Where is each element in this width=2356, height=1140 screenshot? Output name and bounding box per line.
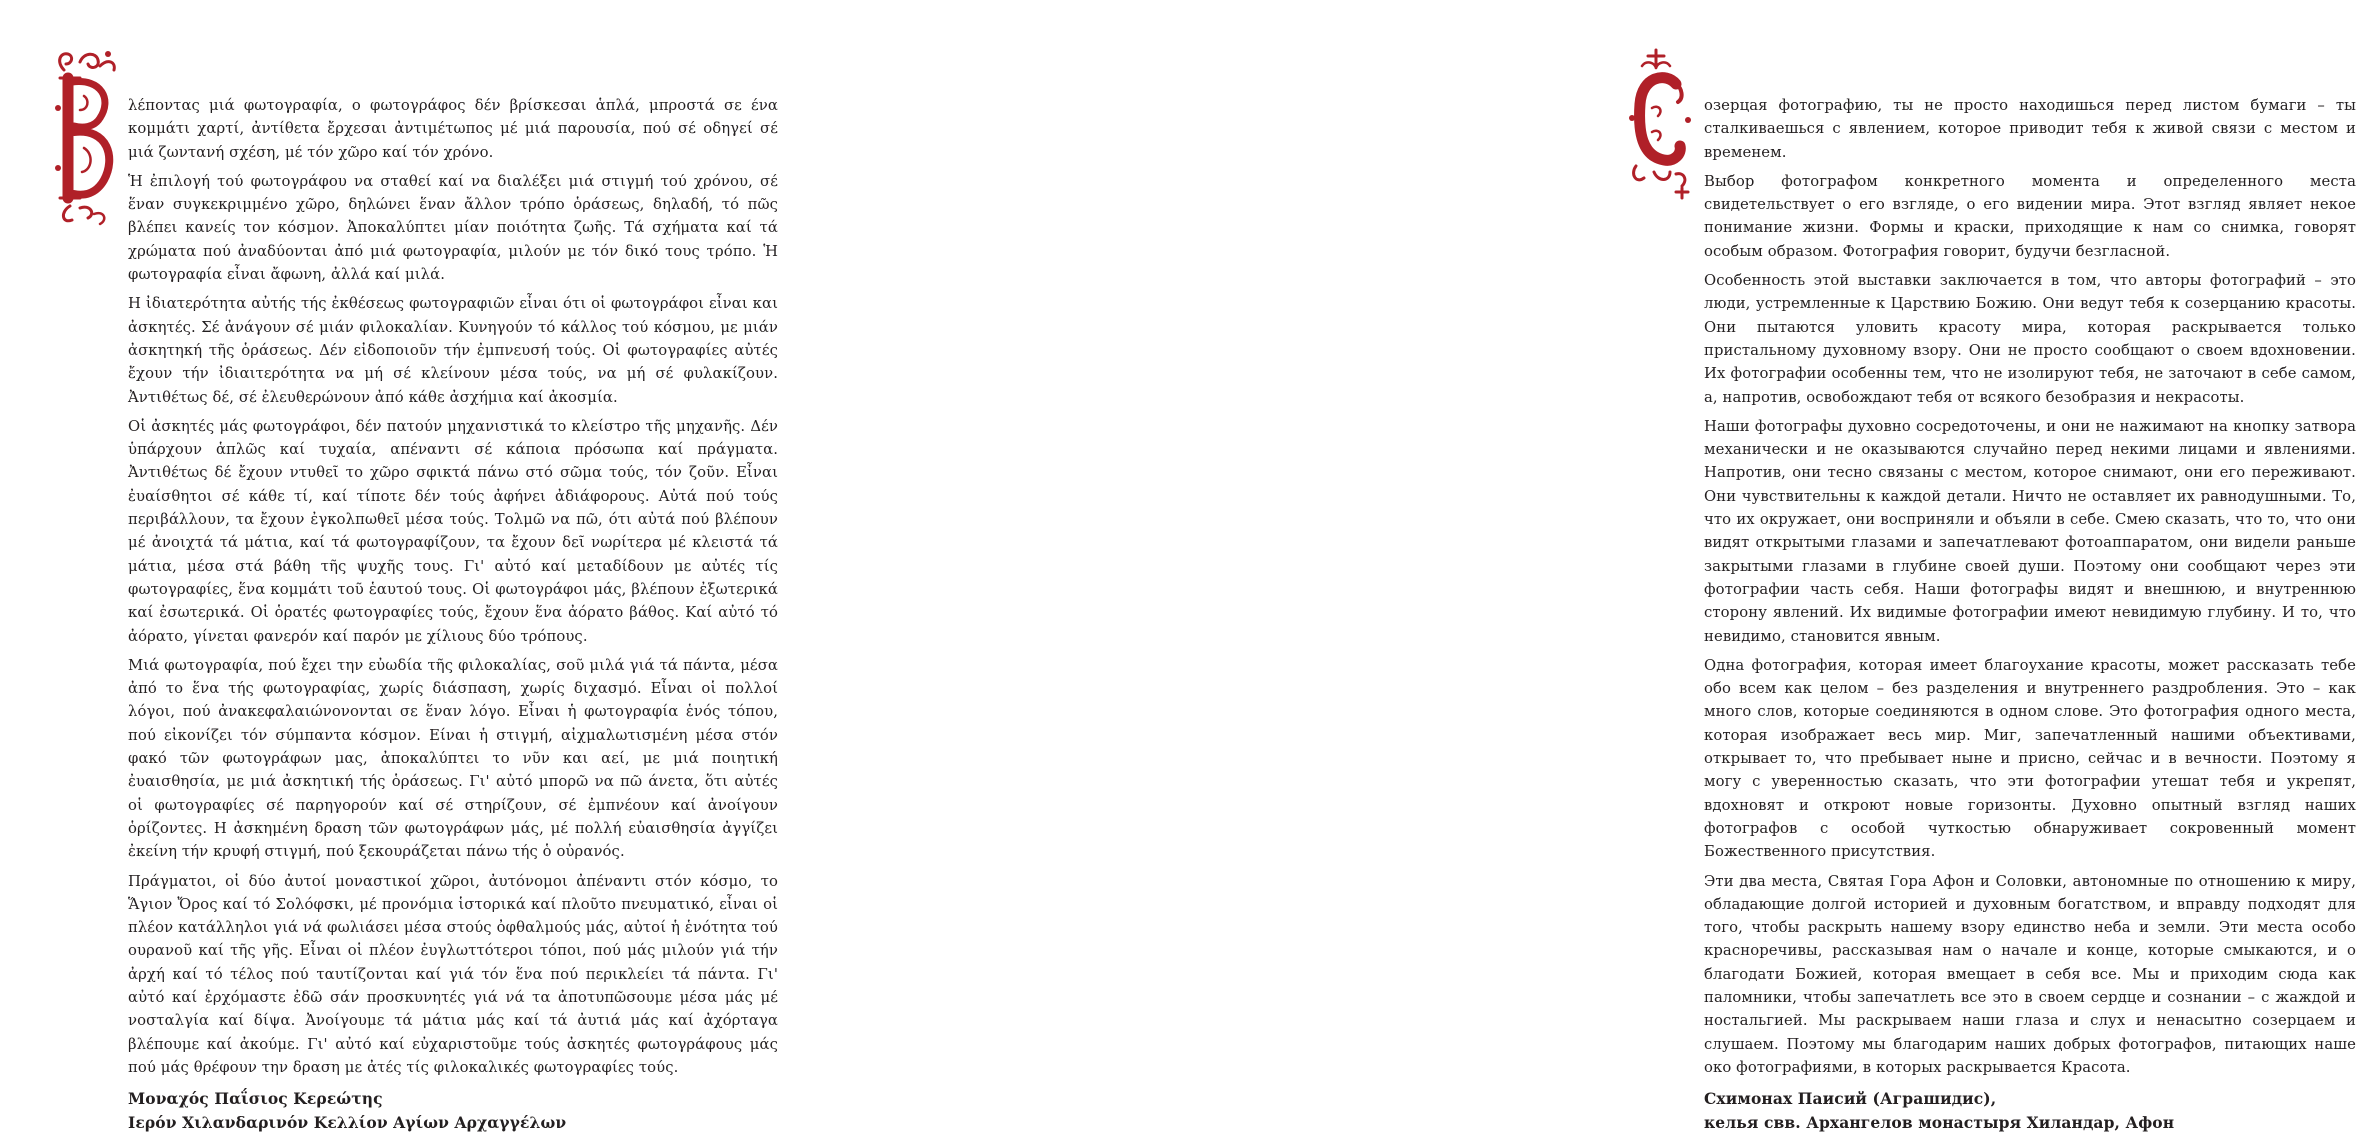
paragraph: Одна фотография, которая имеет благоухание красоты, может рассказать тебе обо всем как целом – без разделения и внутреннего раздробления. Это – как много слов, которые соединяются в одном слове. Это фотография одного места, которая изображает весь мир. Миг, запечатленный нашими объективами, открывает то, что пребывает ныне и присно, сейчас и в вечности. Поэтому я могу с уверенностью сказать, что эти фотографии утешат тебя и укрепят, вдохновят и откроют новые горизонты. Духовно опытный взгляд наших фотографов с особой чуткостью обнаруживает сокровенный момент Божественного присутствия. — [1704, 656, 2356, 861]
paragraph: Οἱ ἀσκητές μάς φωτογράφοι, δέν πατούν μηχανιστικά το κλείστρο τῆς μηχανῆς. Δέν ὑπάρχουν ἁπλῶς καί τυχαία, απέναντι σέ κάποια πρόσωπα καί πράγματα. Ἀντιθέτως δέ ἔχουν ντυθεῖ το χῶρο σφικτά πάνω στό σῶμα τούς, τόν ζοῦν. Εἶναι ἐυαίσθητοι σέ κάθε τί, καί τίποτε δέν τούς ἀφήνει ἀδιάφορους. Αὐτά πού τούς περιβάλλουν, τα ἔχουν ἐγκολπωθεῖ μέσα τούς. Τολμῶ να πῶ, ότι αὐτά πού βλέπουν μέ ἀνοιχτά τά μάτια, καί τά φωτογραφίζουν, τα ἔχουν δεῖ νωρίτερα μέ κλειστά τά μάτια, μέσα στά βάθη τῆς ψυχῆς τους. Γι' αὐτό καί μεταδίδουν με αὐτές τίς φωτογραφίες, ἕνα κομμάτι τοῦ ἑαυτού τους. Οἱ φωτογράφοι μάς, βλέπουν ἐξωτερικά καί ἐσωτερικά. Οἱ ὁρατές φωτογραφίες τούς, ἔχουν ἕνα ἀόρατο βάθος. Καί αὐτό τό ἀόρατο, γίνεται φανερόν καί παρόν με χίλιους δύο τρόπους. — [128, 417, 778, 645]
paragraph: озерцая фотографию, ты не просто находишься перед листом бумаги – ты сталкиваешься с явлением, которое приводит тебя к живой связи с местом и временем. — [1704, 97, 2356, 161]
signature-affiliation: Ιερόν Χιλανδαρινόν Κελλίον Αγίων Αρχαγγέλων — [128, 1113, 567, 1133]
paragraph: λέποντας μιά φωτογραφία, ο φωτογράφος δέν βρίσκεσαι ἁπλά, μπροστά σε ένα κομμάτι χαρτί, ἀντίθετα ἔρχεσαι ἀντιμέτωπος μέ μιά παρουσία, πού σέ οδηγεί σέ μιά ζωντανή σχέση, μέ τόν χῶρο καί τόν χρόνο. — [128, 97, 778, 161]
drop-cap-cyrillic-es — [1626, 48, 1692, 198]
signature-block — [1704, 1087, 2356, 1135]
paragraph: Особенность этой выставки заключается в том, что авторы фотографий – это люди, устремленные к Царствию Божию. Они ведут тебя к созерцанию красоты. Они пытаются уловить красоту мира, которая раскрывается только пристальному духовному взору. Они не просто сообщают о своем вдохновении. Их фотографии особенны тем, что не изолируют тебя, не заточают в себе самом, а, напротив, освобождают тебя от всякого безобразия и некрасоты. — [1704, 272, 2356, 406]
paragraph: Эти два места, Святая Гора Афон и Соловки, автономные по отношению к миру, обладающие долгой историей и духовным богатством, и вправду подходят для того, чтобы раскрыть нашему взору единство неба и земли. Эти места особо красноречивы, рассказывая нам о начале и конце, которые смыкаются, и о благодати Божией, которая вмещает в себя все. Мы и приходим сюда как паломники, чтобы запечатлеть все это в своем сердце и сознании – с жаждой и ностальгией. Мы раскрываем наши глаза и слух и ненасытно созерцаем и слушаем. Поэтому мы благодарим наших добрых фотографов, питающих наше око фотографиями, в которых раскрывается Красота. — [1704, 872, 2356, 1076]
paragraph: Выбор фотографом конкретного момента и определенного места свидетельствует о его взгляде, о его видении мира. Этот взгляд являет некое понимание жизни. Формы и краски, приходящие к нам со снимка, говорят особым образом. Фотография говорит, будучи безгласной. — [1704, 172, 2356, 260]
right-page — [800, 0, 2356, 1140]
russian-text-column — [1704, 94, 2356, 1135]
signature-block — [128, 1087, 778, 1135]
paragraph: Μιά φωτογραφία, πού ἔχει την εὐωδία τῆς φιλοκαλίας, σοῦ μιλά γιά τά πάντα, μέσα ἀπό το ἕνα τής φωτογραφίας, χωρίς διάσπαση, χωρίς διχασμό. Εἶναι οἱ πολλοί λόγοι, πού ἀνακεφαλαιώνονονται σε ἕναν λόγο. Εἶναι ἡ φωτογραφία ἑνός τόπου, πού εἰκονίζει τόν σύμπαντα κόσμον. Είναι ἡ στιγμή, αἰχμαλωτισμένη μέσα στόν φακό τῶν φωτογράφων μας, ἀποκαλύπτει το νῦν και αεί, με μιά ποιητική ἐυαισθησία, με μιά ἀσκητική τής ὁράσεως. Γι' αὐτό μπορῶ να πῶ άνετα, ὅτι αὐτές οἱ φωτογραφίες σέ παρηγορούν καί σέ στηρίζουν, σέ ἐμπνέουν καί ἀνοίγουν ὁρίζοντες. Η ἀσκημένη δραση τῶν φωτογράφων μάς, μέ πολλή εὐαισθησία ἀγγίζει ἐκείνη τήν κρυφή στιγμή, πού ξεκουράζεται πάνω τής ὁ οὐρανός. — [128, 656, 778, 861]
left-page — [0, 0, 800, 1140]
signature-name: Μοναχός Παΐσιος Κερεώτης — [128, 1089, 383, 1109]
signature-affiliation: келья свв. Архангелов монастыря Хиландар, Афон — [1704, 1113, 2175, 1133]
paragraph: Наши фотографы духовно сосредоточены, и они не нажимают на кнопку затвора механически и не оказываются случайно перед некими лицами и явлениями. Напротив, они тесно связаны с местом, которое снимают, они его переживают. Они чувствительны к каждой детали. Ничто не оставляет их равнодушными. То, что их окружает, они восприняли и объяли в себе. Смею сказать, что то, что они видят открытыми глазами и запечатлевают фотоаппаратом, они видели раньше закрытыми глазами в глубине своей души. Поэтому они сообщают через эти фотографии часть себя. Наши фотографы видят и внешнюю, и внутреннюю сторону явлений. Их видимые фотографии имеют невидимую глубину. И то, что невидимо, становится явным. — [1704, 417, 2356, 645]
signature-name: Схимонах Паисий (Аграшидис), — [1704, 1089, 1997, 1109]
paragraph: Ἡ ἐπιλογή τού φωτογράφου να σταθεί καί να διαλέξει μιά στιγμή τού χρόνου, σέ ἕναν συγκεκριμμένο χῶρο, δηλώνει ἕναν ἄλλον τρόπο ὁράσεως, δηλαδή, τό πῶς βλέπει κανείς τον κόσμον. Ἀποκαλύπτει μίαν ποιότητα ζωῆς. Τά σχήματα καί τά χρώματα πού ἀναδύονται ἀπό μιά φωτογραφία, μιλούν με τόν δικό τους τρόπο. Ἡ φωτογραφία εἶναι ἄφωνη, ἀλλά καί μιλά. — [128, 172, 778, 284]
greek-text-column — [128, 94, 778, 1135]
paragraph: Η ἰδιατερότητα αὐτής τής ἐκθέσεως φωτογραφιῶν εἶναι ότι οἱ φωτογράφοι εἶναι και ἀσκητές. Σέ ἀνάγουν σέ μιάν φιλοκαλίαν. Κυνηγούν τό κάλλος τού κόσμου, με μιάν ἀσκητηκή τῆς ὁράσεως. Δέν εἰδοποιοῦν τήν ἐμπνευσή τούς. Οἱ φωτογραφίες αὐτές ἔχουν τήν ἰδιαιτερότητα να μή σέ κλείνουν μέσα τούς, να μή σέ φυλακίζουν. Ἀντιθέτως δέ, σέ ἐλευθερώνουν ἀπό κάθε ἀσχήμια καί ἀκοσμία. — [128, 295, 778, 406]
drop-cap-greek-beta — [50, 48, 122, 226]
paragraph: Πράγματοι, οἱ δύο ἀυτοί μοναστικοί χῶροι, ἀυτόνομοι ἀπέναντι στόν κόσμο, το Ἅγιον Ὄρος καί τό Σολόφσκι, μέ προνόμια ἱστορικά καί πλοῦτο πνευματικό, εἶναι οἱ πλέον κατάλληλοι γιά νά φωλιάσει μέσα στούς ὀφθαλμούς μάς, αὐτοί ἡ ἑνότητα τού ουρανοῦ καί τῆς γῆς. Εἶναι οἱ πλέον ἐυγλωττότεροι τόποι, πού μάς μιλούν γιά τήν ἀρχή καί τό τέλος πού ταυτίζονται καί γιά τόν ἕνα πού περικλείει τά πάντα. Γι' αὐτό καί ἐρχόμαστε ἐδῶ σάν προσκυνητές γιά νά τα ἀποτυπῶσουμε μέσα μάς μέ νοσταλγία καί δίψα. Ἀνοίγουμε τά μάτια μάς καί τά ἀυτιά μάς καί ἀχόρταγα βλέπουμε καί ἀκούμε. Γι' αὐτό καί εὐχαριστοῦμε τούς ἀσκητές φωτογράφους μάς πού μάς θρέφουν την δραση με ἀτές τίς φιλοκαλικές φωτογραφίες τούς. — [128, 872, 778, 1076]
